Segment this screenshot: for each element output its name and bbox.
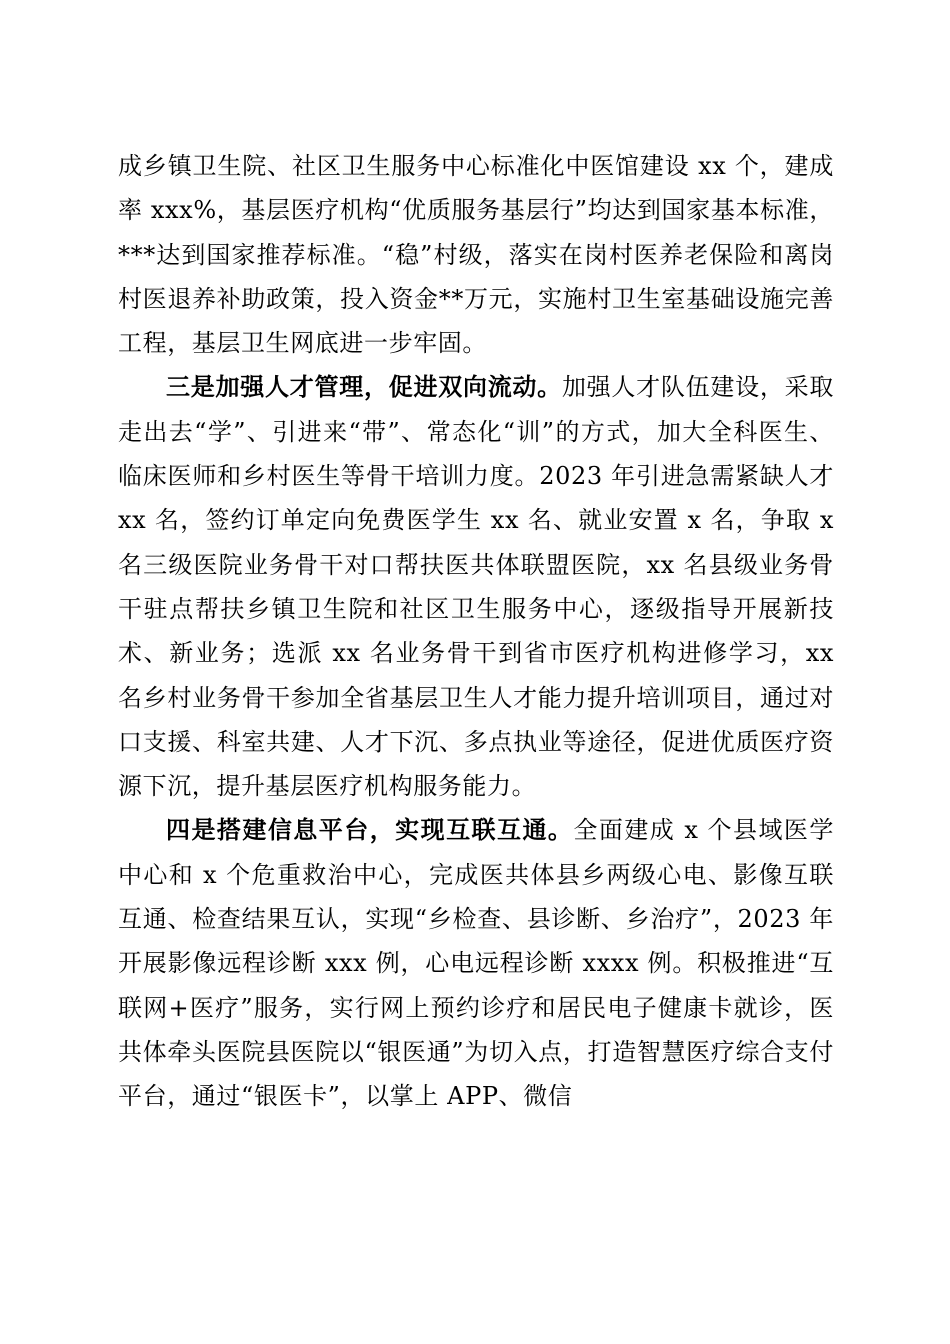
paragraph-3 — [118, 808, 834, 1118]
paragraph-2-heading: 三是加强人才管理，促进双向流动。 — [166, 372, 562, 402]
document-body — [118, 144, 834, 1119]
paragraph-2 — [118, 365, 834, 808]
paragraph-3-heading: 四是搭建信息平台，实现互联互通。 — [166, 815, 574, 845]
paragraph-2-text: 加强人才队伍建设，采取走出去“学”、引进来“带”、常态化“训”的方式，加大全科医生、临床医师和乡村医生等骨干培训力度。2023 年引进急需紧缺人才 xx 名，签约订单定向免费医学生 xx 名、就业安置 x 名，争取 x 名三级医院业务骨干对口帮扶医共体联盟医院，xx 名县级业务骨干驻点帮扶乡镇卫生院和社区卫生服务中心，逐级指导开展新技术、新业务；选派 xx 名业务骨干到省市医疗机构进修学习，xx 名乡村业务骨干参加全省基层卫生人才能力提升培训项目，通过对口支援、科室共建、人才下沉、多点执业等途径，促进优质医疗资源下沉，提升基层医疗机构服务能力。 — [118, 373, 834, 801]
paragraph-3-text: 全面建成 x 个县域医学中心和 x 个危重救治中心，完成医共体县乡两级心电、影像互联互通、检查结果互认，实现“乡检查、县诊断、乡治疗”，2023 年开展影像远程诊断 xxx 例，心电远程诊断 xxxx 例。积极推进“互联网+医疗”服务，实行网上预约诊疗和居民电子健康卡就诊，医共体牵头医院县医院以“银医通”为切入点，打造智慧医疗综合支付平台，通过“银医卡”，以掌上 APP、微信 — [118, 816, 834, 1111]
paragraph-1-text: 成乡镇卫生院、社区卫生服务中心标准化中医馆建设 xx 个，建成率 xxx%，基层医疗机构“优质服务基层行”均达到国家基本标准，***达到国家推荐标准。“稳”村级，落实在岗村医养老保险和离岗村医退养补助政策，投入资金**万元，实施村卫生室基础设施完善工程，基层卫生网底进一步牢固。 — [118, 152, 834, 358]
paragraph-1 — [118, 144, 834, 365]
